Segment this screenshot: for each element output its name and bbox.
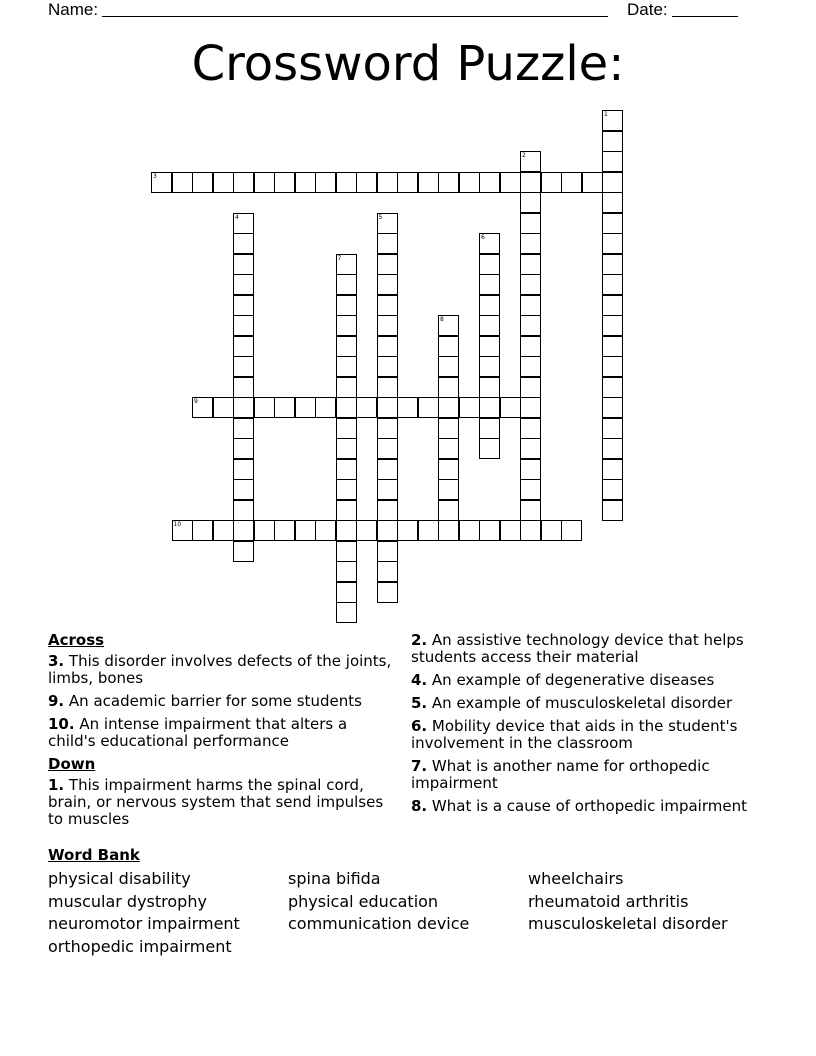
grid-cell[interactable]: [520, 356, 541, 377]
grid-cell[interactable]: [397, 397, 418, 418]
clues-left-column: [48, 632, 398, 834]
word-bank-item: neuromotor impairment: [48, 914, 240, 933]
grid-cell[interactable]: [561, 172, 582, 193]
grid-cell[interactable]: [377, 213, 398, 234]
grid-cell[interactable]: [377, 377, 398, 398]
grid-cell[interactable]: [520, 172, 541, 193]
grid-cell[interactable]: [479, 377, 500, 398]
word-bank-item: rheumatoid arthritis: [528, 891, 689, 911]
clue-text: An academic barrier for some students: [68, 692, 362, 710]
grid-cell[interactable]: [602, 336, 623, 357]
clue-number: 1.: [48, 776, 65, 794]
cell-number: 9: [194, 398, 198, 405]
grid-cell[interactable]: [336, 459, 357, 480]
clue-number: 4.: [411, 671, 428, 689]
grid-cell[interactable]: [438, 418, 459, 439]
grid-cell[interactable]: [377, 254, 398, 275]
clue-number: 6.: [411, 717, 428, 735]
grid-cell[interactable]: [377, 356, 398, 377]
grid-cell[interactable]: [213, 172, 234, 193]
grid-cell[interactable]: [438, 172, 459, 193]
word-bank-item: wheelchairs: [528, 869, 624, 888]
grid-cell[interactable]: [233, 479, 254, 500]
grid-cell[interactable]: [356, 520, 377, 541]
grid-cell[interactable]: [172, 172, 193, 193]
grid-cell[interactable]: [233, 520, 254, 541]
word-bank-item: orthopedic impairment: [48, 936, 232, 956]
grid-cell[interactable]: [479, 356, 500, 377]
grid-cell[interactable]: [377, 459, 398, 480]
grid-cell[interactable]: [520, 479, 541, 500]
grid-cell[interactable]: [479, 295, 500, 316]
grid-cell[interactable]: [336, 315, 357, 336]
grid-cell[interactable]: [213, 520, 234, 541]
clue-text: This impairment harms the spinal cord, brain, or nervous system that send impulses to muscles: [48, 776, 384, 828]
grid-cell[interactable]: [336, 520, 357, 541]
grid-cell[interactable]: [377, 295, 398, 316]
grid-cell[interactable]: [602, 233, 623, 254]
grid-cell[interactable]: [336, 377, 357, 398]
grid-cell[interactable]: [336, 582, 357, 603]
cell-number: 4: [235, 213, 239, 221]
grid-cell[interactable]: [479, 397, 500, 418]
grid-cell[interactable]: [438, 520, 459, 541]
grid-cell[interactable]: [356, 172, 377, 193]
grid-cell[interactable]: [602, 151, 623, 172]
grid-cell[interactable]: [377, 315, 398, 336]
grid-cell[interactable]: [500, 172, 521, 193]
grid-cell[interactable]: [479, 233, 500, 254]
grid-cell[interactable]: [520, 418, 541, 439]
grid-cell[interactable]: [377, 500, 398, 521]
grid-cell[interactable]: [377, 479, 398, 500]
grid-cell[interactable]: [336, 541, 357, 562]
grid-cell[interactable]: [336, 602, 357, 623]
clue-down-5: [411, 695, 766, 712]
grid-cell[interactable]: [336, 274, 357, 295]
grid-cell[interactable]: [336, 561, 357, 582]
grid-cell[interactable]: [520, 500, 541, 521]
word-bank-item: musculoskeletal disorder: [528, 914, 728, 933]
grid-cell[interactable]: [438, 479, 459, 500]
grid-cell[interactable]: [233, 315, 254, 336]
grid-cell[interactable]: [336, 500, 357, 521]
grid-cell[interactable]: [233, 377, 254, 398]
grid-cell[interactable]: [336, 397, 357, 418]
grid-cell[interactable]: [602, 131, 623, 152]
grid-cell[interactable]: [479, 438, 500, 459]
cell-number: 8: [440, 316, 444, 323]
grid-cell[interactable]: [295, 172, 316, 193]
grid-cell[interactable]: [479, 418, 500, 439]
grid-cell[interactable]: [479, 520, 500, 541]
cell-number: 6: [481, 234, 485, 241]
grid-cell[interactable]: [602, 274, 623, 295]
word-bank-item: physical disability: [48, 869, 191, 888]
grid-cell[interactable]: [500, 397, 521, 418]
grid-cell[interactable]: [377, 561, 398, 582]
grid-cell[interactable]: [377, 438, 398, 459]
grid-cell[interactable]: [520, 254, 541, 275]
grid-cell[interactable]: [438, 336, 459, 357]
grid-cell[interactable]: [377, 233, 398, 254]
grid-cell[interactable]: [418, 172, 439, 193]
grid-cell[interactable]: [295, 520, 316, 541]
grid-cell[interactable]: [520, 295, 541, 316]
clue-number: 7.: [411, 757, 428, 775]
page-title: Crossword Puzzle:: [191, 36, 625, 92]
word-bank-item: physical education: [288, 891, 439, 911]
grid-cell[interactable]: [541, 172, 562, 193]
grid-cell[interactable]: [377, 397, 398, 418]
grid-cell[interactable]: [233, 438, 254, 459]
grid-cell[interactable]: [438, 315, 459, 336]
word-bank-item: muscular dystrophy: [48, 891, 207, 911]
grid-cell[interactable]: [459, 397, 480, 418]
grid-cell[interactable]: [151, 172, 172, 193]
grid-cell[interactable]: [233, 397, 254, 418]
grid-cell[interactable]: [520, 377, 541, 398]
clue-number: 8.: [411, 797, 428, 815]
grid-cell[interactable]: [336, 254, 357, 275]
grid-cell[interactable]: [602, 110, 623, 131]
clue-text: An intense impairment that alters a child's educational performance: [48, 715, 348, 750]
grid-cell[interactable]: [336, 438, 357, 459]
grid-cell[interactable]: [459, 172, 480, 193]
grid-cell[interactable]: [520, 397, 541, 418]
grid-cell[interactable]: [233, 233, 254, 254]
grid-cell[interactable]: [418, 520, 439, 541]
grid-cell[interactable]: [377, 172, 398, 193]
grid-cell[interactable]: [438, 438, 459, 459]
grid-cell[interactable]: [520, 520, 541, 541]
grid-cell[interactable]: [192, 520, 213, 541]
grid-cell[interactable]: [438, 459, 459, 480]
grid-cell[interactable]: [602, 254, 623, 275]
grid-cell[interactable]: [479, 274, 500, 295]
clue-down-8: [411, 798, 766, 815]
clue-across-9: [48, 693, 398, 710]
cell-number: 3: [153, 172, 157, 180]
clue-number: 10.: [48, 715, 75, 733]
cell-number: 1: [604, 111, 608, 118]
grid-cell[interactable]: [233, 500, 254, 521]
clue-text: What is a cause of orthopedic impairment: [431, 797, 747, 815]
grid-cell[interactable]: [336, 295, 357, 316]
clue-text: Mobility device that aids in the student's involvement in the classroom: [411, 717, 738, 752]
word-bank-heading: Word Bank: [48, 846, 140, 864]
grid-cell[interactable]: [315, 397, 336, 418]
grid-cell[interactable]: [336, 336, 357, 357]
clue-down-2: [411, 632, 766, 666]
grid-cell[interactable]: [602, 172, 623, 193]
grid-cell[interactable]: [233, 356, 254, 377]
grid-cell[interactable]: [172, 520, 193, 541]
grid-cell[interactable]: [602, 315, 623, 336]
grid-cell[interactable]: [602, 418, 623, 439]
grid-cell[interactable]: [336, 418, 357, 439]
grid-cell[interactable]: [377, 520, 398, 541]
grid-cell[interactable]: [582, 172, 603, 193]
word-bank-item: spina bifida: [288, 869, 381, 888]
clue-down-6: [411, 718, 766, 752]
clue-down-1: [48, 777, 398, 828]
clue-text: What is another name for orthopedic impairment: [411, 757, 710, 792]
grid-cell[interactable]: [561, 520, 582, 541]
grid-cell[interactable]: [438, 356, 459, 377]
grid-cell[interactable]: [377, 582, 398, 603]
grid-cell[interactable]: [233, 541, 254, 562]
grid-cell[interactable]: [377, 274, 398, 295]
grid-cell[interactable]: [274, 172, 295, 193]
cell-number: 7: [337, 254, 342, 262]
grid-cell[interactable]: [418, 397, 439, 418]
word-bank-column-1: [48, 868, 240, 958]
clue-down-4: [411, 672, 766, 689]
grid-cell[interactable]: [233, 336, 254, 357]
clue-down-7: [411, 758, 766, 792]
grid-cell[interactable]: [479, 254, 500, 275]
grid-cell[interactable]: [377, 418, 398, 439]
grid-cell[interactable]: [397, 172, 418, 193]
clue-number: 9.: [48, 692, 65, 710]
clue-number: 3.: [48, 652, 65, 670]
grid-cell[interactable]: [192, 172, 213, 193]
clue-text: An example of degenerative diseases: [431, 671, 715, 689]
grid-cell[interactable]: [520, 315, 541, 336]
grid-cell[interactable]: [479, 172, 500, 193]
grid-cell[interactable]: [520, 336, 541, 357]
grid-cell[interactable]: [274, 397, 295, 418]
grid-cell[interactable]: [602, 500, 623, 521]
clue-across-3: [48, 653, 398, 687]
clue-text: This disorder involves defects of the joints, limbs, bones: [48, 652, 392, 687]
grid-cell[interactable]: [336, 172, 357, 193]
grid-cell[interactable]: [356, 397, 377, 418]
grid-cell[interactable]: [602, 438, 623, 459]
grid-cell[interactable]: [377, 541, 398, 562]
grid-cell[interactable]: [233, 254, 254, 275]
grid-cell[interactable]: [500, 520, 521, 541]
grid-cell[interactable]: [254, 397, 275, 418]
grid-cell[interactable]: [602, 479, 623, 500]
grid-cell[interactable]: [520, 459, 541, 480]
cell-number: 5: [378, 213, 383, 221]
grid-cell[interactable]: [438, 377, 459, 398]
grid-cell[interactable]: [602, 397, 623, 418]
clue-number: 2.: [411, 631, 428, 649]
clue-number: 5.: [411, 694, 428, 712]
grid-cell[interactable]: [520, 192, 541, 213]
grid-cell[interactable]: [377, 336, 398, 357]
grid-cell[interactable]: [274, 520, 295, 541]
grid-cell[interactable]: [233, 459, 254, 480]
grid-cell[interactable]: [233, 418, 254, 439]
grid-cell[interactable]: [602, 192, 623, 213]
grid-cell[interactable]: [336, 356, 357, 377]
clue-across-10: [48, 716, 398, 750]
grid-cell[interactable]: [520, 274, 541, 295]
grid-cell[interactable]: [520, 233, 541, 254]
grid-cell[interactable]: [438, 500, 459, 521]
grid-cell[interactable]: [479, 336, 500, 357]
clues-right-column: [411, 632, 766, 821]
grid-cell[interactable]: [315, 520, 336, 541]
grid-cell[interactable]: [254, 172, 275, 193]
grid-cell[interactable]: [397, 520, 418, 541]
word-bank-column-3: [528, 868, 728, 936]
word-bank-item: communication device: [288, 914, 470, 933]
date-label: Date:: [627, 0, 668, 19]
grid-cell[interactable]: [520, 151, 541, 172]
grid-cell[interactable]: [336, 479, 357, 500]
grid-cell[interactable]: [233, 172, 254, 193]
word-bank-column-2: [288, 868, 469, 936]
cell-number: 10: [173, 521, 182, 528]
grid-cell[interactable]: [233, 213, 254, 234]
grid-cell[interactable]: [295, 397, 316, 418]
down-heading: Down: [48, 755, 96, 773]
grid-cell[interactable]: [602, 213, 623, 234]
clue-text: An assistive technology device that helps students access their material: [411, 631, 744, 666]
grid-cell[interactable]: [315, 172, 336, 193]
grid-cell[interactable]: [602, 295, 623, 316]
grid-cell[interactable]: [213, 397, 234, 418]
grid-cell[interactable]: [233, 295, 254, 316]
grid-cell[interactable]: [459, 520, 480, 541]
grid-cell[interactable]: [541, 520, 562, 541]
clue-text: An example of musculoskeletal disorder: [431, 694, 733, 712]
grid-cell[interactable]: [520, 438, 541, 459]
grid-cell[interactable]: [602, 356, 623, 377]
name-label: Name:: [48, 0, 99, 19]
grid-cell[interactable]: [520, 213, 541, 234]
grid-cell[interactable]: [602, 377, 623, 398]
across-heading: Across: [48, 631, 105, 649]
grid-cell[interactable]: [479, 315, 500, 336]
grid-cell[interactable]: [438, 397, 459, 418]
grid-cell[interactable]: [602, 459, 623, 480]
grid-cell[interactable]: [233, 274, 254, 295]
grid-cell[interactable]: [192, 397, 213, 418]
grid-cell[interactable]: [254, 520, 275, 541]
cell-number: 2: [522, 152, 526, 159]
